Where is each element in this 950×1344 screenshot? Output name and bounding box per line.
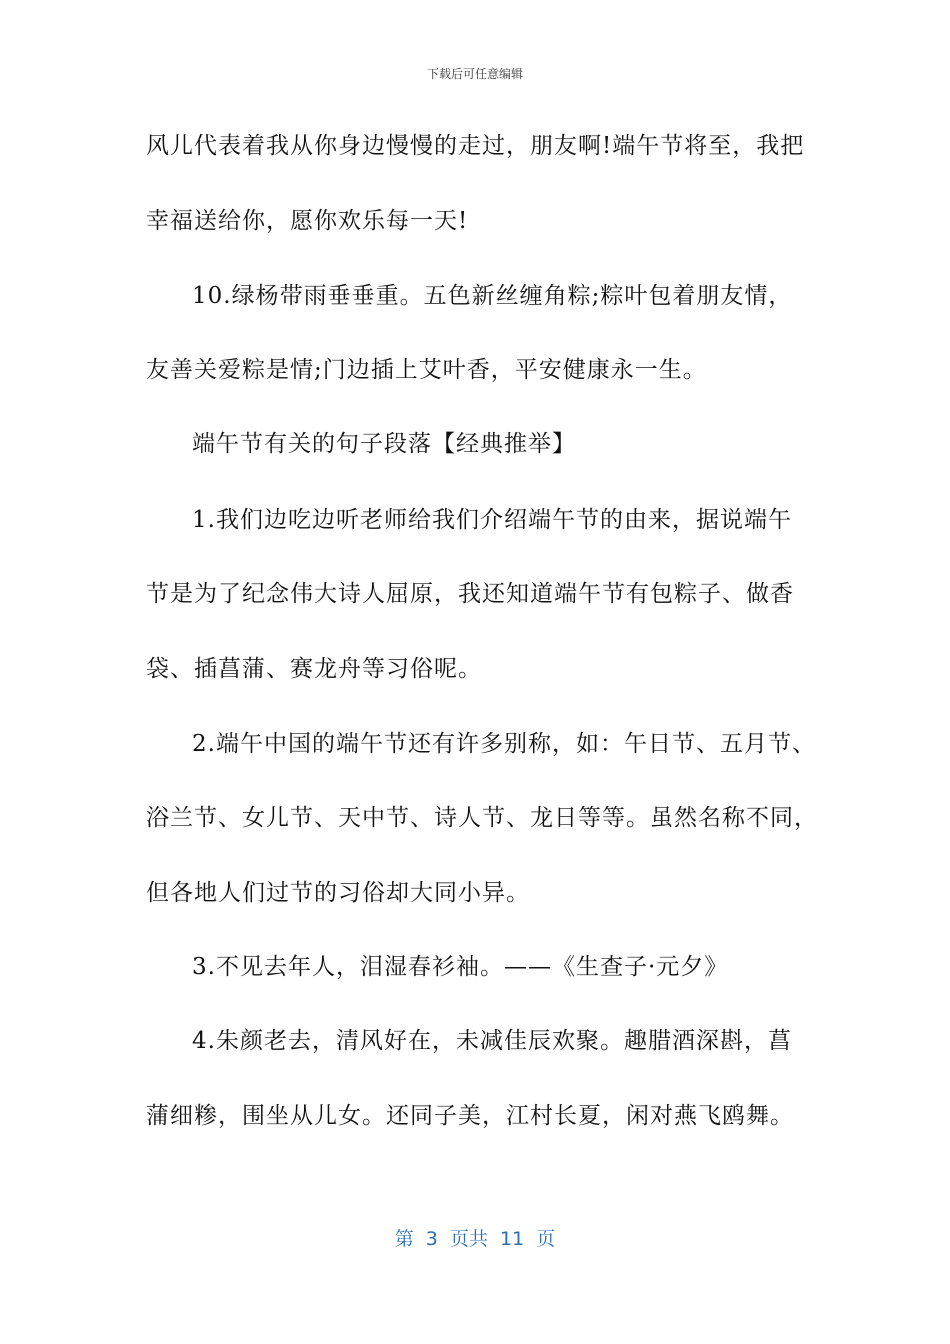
text-line: 4.朱颜老去，清风好在，未减佳辰欢聚。趣腊酒深斟，菖: [192, 1028, 792, 1054]
text-line: 2.端午中国的端午节还有许多别称，如：午日节、五月节、: [192, 731, 816, 757]
text-line: 风儿代表着我从你身边慢慢的走过，朋友啊!端午节将至，我把: [146, 133, 805, 159]
text-line: 浴兰节、女儿节、天中节、诗人节、龙日等等。虽然名称不同，: [146, 805, 818, 831]
text-line: 蒲细糁，围坐从儿女。还同子美，江村长夏，闲对燕飞鸥舞。: [146, 1103, 794, 1129]
section-heading: 端午节有关的句子段落【经典推举】: [192, 431, 576, 457]
text-line: 3.不见去年人，泪湿春衫袖。——《生查子·元夕》: [192, 954, 729, 980]
text-line: 1.我们边吃边听老师给我们介绍端午节的由来，据说端午: [192, 507, 792, 533]
text-line: 但各地人们过节的习俗却大同小异。: [146, 880, 530, 906]
text-line: 节是为了纪念伟大诗人屈原，我还知道端午节有包粽子、做香: [146, 581, 794, 607]
text-line: 袋、插菖蒲、赛龙舟等习俗呢。: [146, 656, 482, 682]
text-line: 10.绿杨带雨垂垂重。五色新丝缠角粽;粽叶包着朋友情，: [192, 283, 793, 309]
header-note: 下载后可任意编辑: [426, 67, 523, 81]
page-number: 第 3 页共 11 页: [394, 1228, 556, 1250]
text-line: 幸福送给你，愿你欢乐每一天!: [146, 208, 469, 234]
text-line: 友善关爱粽是情;门边插上艾叶香，平安健康永一生。: [146, 357, 707, 383]
